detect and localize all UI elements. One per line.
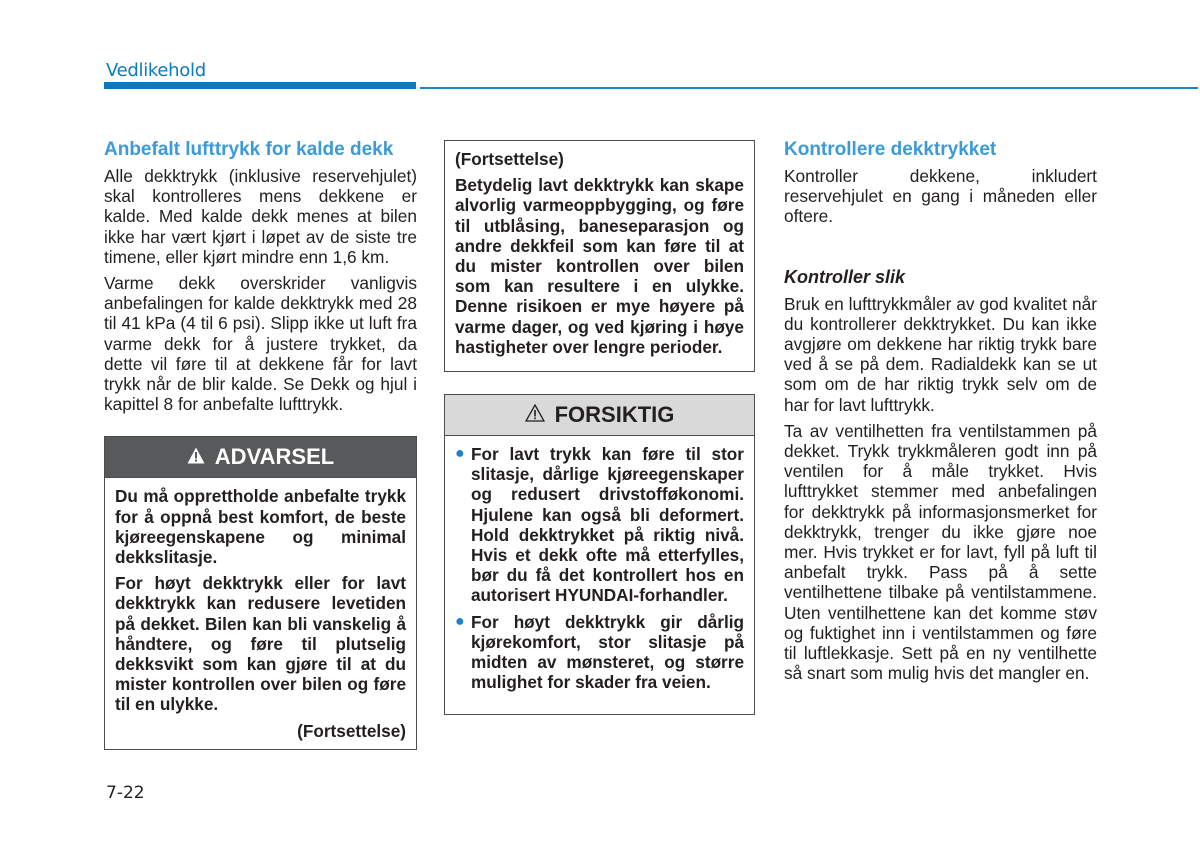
warning-text: Du må opprettholde anbefalte trykk for å oppnå best komfort, de beste kjøreegenskapene og minimal dekkslitasje. — [115, 486, 406, 568]
subheading-how-to-check: Kontroller slik — [784, 266, 906, 287]
warning-title: ADVARSEL — [214, 444, 335, 470]
section-label: Vedlikehold — [106, 60, 206, 81]
header-rule-thick — [104, 82, 416, 89]
page-number: 7-22 — [106, 783, 145, 803]
warning-box — [104, 436, 417, 749]
paragraph: Alle dekktrykk (inklusive reservehjulet) skal kontrolleres mens dekkene er kalde. Med kalde dekk menes at bilen ikke har vært kjørt i løpet av de siste tre timene, eller kjørt mindre enn 1,6 km. — [104, 166, 417, 267]
warning-continued-box — [444, 140, 755, 372]
paragraph: Bruk en lufttrykkmåler av god kvalitet når du kontrollerer dekktrykket. Du kan ikke avgjøre om dekkene har riktig trykk bare ved å se på dem. Radialdekk kan se ut som om de har riktig trykk selv om de har for lavt lufttrykk. — [784, 293, 1097, 415]
paragraph: Kontroller dekkene, inkludert reservehjulet en gang i måneden eller oftere. — [784, 166, 1097, 227]
warning-text: For høyt dekktrykk eller for lavt dekktrykk kan redusere levetiden på dekket. Bilen kan bli vanskelig å håndtere, og føre til plutselig dekksvikt som kan gjøre til at du mister kontrollen over bilen og føre til en ulykke. — [115, 573, 406, 715]
paragraph: Varme dekk overskrider vanligvis anbefalingen for kalde dekktrykk med 28 til 41 kPa (4 til 6 psi). Slipp ikke ut luft fra varme dekk for å justere trykket, da dette vil føre til at dekkene får for lavt trykk når de blir kalde. Se Dekk og hjul i kapittel 8 for anbefalte lufttrykk. — [104, 273, 417, 415]
column-left — [104, 140, 417, 750]
continued-label: (Fortsettelse) — [297, 720, 406, 741]
caution-title: FORSIKTIG — [554, 402, 675, 428]
caution-bullet: ● For lavt trykk kan føre til stor slitasje, dårlige kjøreegenskaper og redusert drivstofføkonomi. Hjulene kan også bli deformert. Hold dekktrykket på riktig nivå. Hvis et dekk ofte må etterfylles, bør du få det kontrollert hos en autorisert HYUNDAI-forhandler. — [455, 444, 744, 612]
header-rule-thin — [420, 87, 1198, 89]
heading-check-tire-pressure: Kontrollere dekktrykket — [784, 139, 997, 160]
caution-header — [445, 395, 754, 436]
heading-cold-tire-pressure: Anbefalt lufttrykk for kalde dekk — [104, 139, 394, 160]
caution-box — [444, 394, 755, 715]
column-middle — [444, 140, 755, 715]
warning-text: Betydelig lavt dekktrykk kan skape alvorlig varmeoppbygging, og føre til utblåsing, baneseparasjon og andre dekkfeil som kan føre til at du mister kontrollen over bilen som kan resultere i en ulykke. Denne risikoen er mye høyere på varme dager, og ved kjøring i høye hastigheter over lengre perioder. — [455, 175, 744, 357]
bullet-dot-icon: ● — [455, 445, 465, 463]
warning-triangle-outline-icon — [525, 402, 545, 428]
continued-label: (Fortsettelse) — [455, 149, 564, 169]
caution-bullet: ● For høyt dekktrykk gir dårlig kjørekomfort, stor slitasje på midten av mønsteret, og større mulighet for skader fra veien. — [455, 612, 744, 699]
warning-header — [105, 437, 416, 478]
warning-triangle-filled-icon — [187, 444, 205, 470]
column-right — [784, 140, 1097, 689]
paragraph: Ta av ventilhetten fra ventilstammen på dekket. Trykk trykkmåleren godt inn på ventilen for å måle trykket. Hvis lufttrykket stemmer med anbefalingen for dekktrykk på informasjonsmerket for dekktrykk, trenger du ikke gjøre noe mer. Hvis trykket er for lavt, fyll på luft til anbefalt trykk. Pass på å sette ventilhettene tilbake på ventilstammene. Uten ventilhettene kan det komme støv og fuktighet inn i ventilstammen og føre til luftlekkasje. Sett på en ny ventilhette så snart som mulig hvis det mangler en. — [784, 420, 1097, 684]
bullet-dot-icon: ● — [455, 612, 465, 630]
